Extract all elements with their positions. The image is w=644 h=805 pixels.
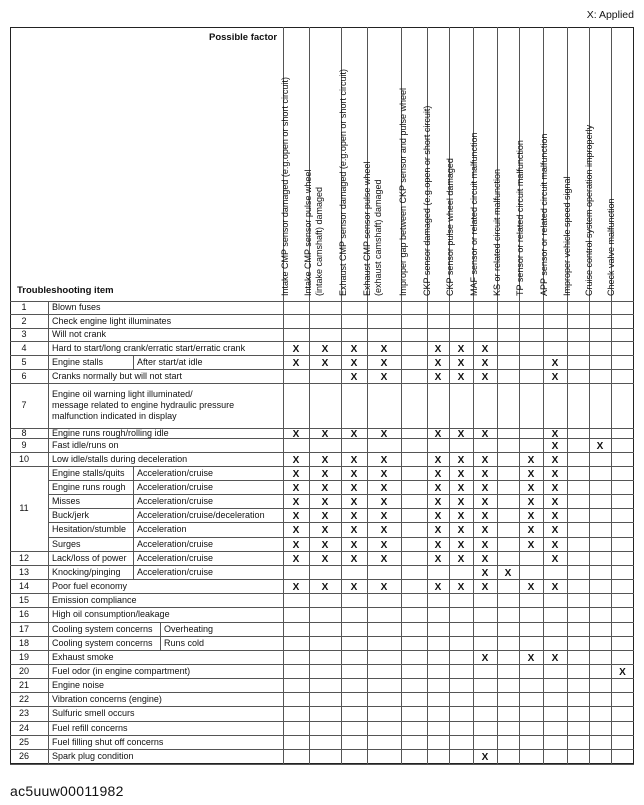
applied-mark: X <box>321 343 329 355</box>
applied-mark: X <box>481 428 489 440</box>
applied-mark: X <box>380 496 388 508</box>
trouble-item: Fast idle/runs on <box>52 439 119 450</box>
row-number: 18 <box>18 637 29 648</box>
row-number: 14 <box>18 580 29 591</box>
trouble-item: Fuel filling shut off concerns <box>52 736 164 747</box>
applied-mark: X <box>527 482 535 494</box>
applied-mark: X <box>551 371 559 383</box>
applied-mark: X <box>350 454 358 466</box>
factor-column-line <box>567 27 568 764</box>
trouble-condition: Acceleration <box>137 524 187 534</box>
applied-mark: X <box>434 482 442 494</box>
trouble-item: Will not crank <box>52 329 107 339</box>
row-divider <box>10 355 634 356</box>
factor-column-line <box>449 27 450 764</box>
row-number: 13 <box>18 566 29 577</box>
applied-mark: X <box>321 468 329 480</box>
row-divider <box>48 522 634 523</box>
applied-mark: X <box>292 525 300 536</box>
applied-mark: X <box>292 468 300 480</box>
applied-mark: X <box>321 553 329 565</box>
applied-mark: X <box>292 482 300 494</box>
applied-mark: X <box>481 652 489 664</box>
factor-label: MAF sensor or related circuit malfunction <box>468 132 479 296</box>
applied-mark: X <box>434 510 442 522</box>
applied-mark: X <box>481 510 489 522</box>
condition-divider <box>133 565 134 579</box>
trouble-item: Blown fuses <box>52 302 101 312</box>
factor-label: Cruise control system operation improperly <box>583 124 594 296</box>
applied-mark: X <box>457 482 465 494</box>
applied-mark: X <box>350 510 358 522</box>
applied-mark: X <box>457 581 465 593</box>
trouble-condition: Runs cold <box>164 637 205 648</box>
row-number: 3 <box>21 329 27 339</box>
row-number: 21 <box>18 679 29 690</box>
row-number: 22 <box>18 693 29 704</box>
factor-label: Intake CMP sensor damaged (e.g.open or short circuit) <box>279 77 290 296</box>
condition-divider <box>133 466 134 480</box>
trouble-condition: Acceleration/cruise <box>137 467 214 478</box>
applied-mark: X <box>350 468 358 480</box>
applied-mark: X <box>434 343 442 355</box>
applied-mark: X <box>457 553 465 565</box>
applied-mark: X <box>321 428 329 440</box>
condition-divider <box>133 537 134 551</box>
applied-mark: X <box>551 428 559 440</box>
applied-mark: X <box>457 343 465 355</box>
trouble-condition: Acceleration/cruise/deceleration <box>137 509 265 520</box>
trouble-item: Sulfuric smell occurs <box>52 708 135 718</box>
trouble-item: Low idle/stalls during deceleration <box>52 453 188 464</box>
trouble-item: Spark plug condition <box>52 751 134 761</box>
applied-mark: X <box>350 581 358 593</box>
condition-divider <box>160 636 161 650</box>
trouble-item: Cooling system concerns <box>52 623 153 634</box>
trouble-item: Engine oil warning light illuminated/ message related to engine hydraulic pressure malfunction indicated in display <box>52 389 235 421</box>
applied-mark: X <box>380 343 388 355</box>
factor-label: (intake camshaft) damaged <box>314 186 324 296</box>
applied-mark: X <box>551 581 559 593</box>
applied-mark: X <box>350 343 358 355</box>
factor-label: Exhaust CMP sensor pulse wheel <box>362 161 372 296</box>
factor-label: Improper gap between CKP sensor and pulse wheel <box>397 88 408 296</box>
trouble-item: Cooling system concerns <box>52 637 153 648</box>
applied-mark: X <box>292 428 300 440</box>
applied-mark: X <box>551 510 559 522</box>
factor-label: CKP sensor damaged (e.g.open or short circuit) <box>421 105 432 296</box>
applied-mark: X <box>457 371 465 383</box>
factor-label: (exhaust camshaft) damaged <box>373 179 383 296</box>
row-number: 24 <box>18 722 29 733</box>
trouble-condition: Overheating <box>164 623 214 634</box>
factor-label: TP sensor or related circuit malfunction <box>514 140 525 296</box>
applied-mark: X <box>380 525 388 536</box>
applied-mark: X <box>434 357 442 369</box>
applied-mark: X <box>321 482 329 494</box>
row-number: 17 <box>18 623 29 634</box>
applied-mark: X <box>434 581 442 593</box>
applied-mark: X <box>434 539 442 551</box>
applied-mark: X <box>619 666 626 678</box>
applied-mark: X <box>380 428 388 440</box>
trouble-item: Engine runs rough/rolling idle <box>52 427 169 438</box>
applied-mark: X <box>350 428 358 440</box>
applied-mark: X <box>380 510 388 522</box>
row-number: 20 <box>18 665 29 676</box>
applied-mark: X <box>527 454 535 466</box>
trouble-item: Misses <box>52 495 81 506</box>
applied-mark: X <box>457 496 465 508</box>
row-number: 4 <box>21 342 27 353</box>
trouble-item: Vibration concerns (engine) <box>52 693 162 704</box>
trouble-item: Engine stalls/quits <box>52 467 125 478</box>
header-divider <box>10 301 634 302</box>
applied-mark: X <box>434 496 442 508</box>
applied-mark: X <box>380 357 388 369</box>
applied-mark: X <box>481 539 489 551</box>
row-number: 6 <box>21 370 27 381</box>
trouble-item: Cranks normally but will not start <box>52 370 183 381</box>
row-number-group-11: 11 <box>19 503 29 513</box>
applied-mark: X <box>551 539 559 551</box>
applied-mark: X <box>481 468 489 480</box>
applied-mark: X <box>481 581 489 593</box>
applied-mark: X <box>434 371 442 383</box>
applied-mark: X <box>457 539 465 551</box>
condition-divider <box>133 480 134 494</box>
figure-id: ac5uuw00011982 <box>10 783 124 799</box>
factor-label: Check valve malfunction <box>606 198 616 296</box>
applied-mark: X <box>527 539 535 551</box>
applied-mark: X <box>551 525 559 536</box>
legend-applied: X: Applied <box>586 9 634 21</box>
applied-mark: X <box>551 357 559 369</box>
row-number: 1 <box>21 302 27 312</box>
row-divider <box>10 383 634 384</box>
row-divider <box>48 494 634 495</box>
trouble-item: Hesitation/stumble <box>52 524 127 534</box>
row-number: 19 <box>18 651 29 662</box>
trouble-item: Fuel refill concerns <box>52 722 128 733</box>
applied-mark: X <box>292 454 300 466</box>
trouble-condition: Acceleration/cruise <box>137 552 214 563</box>
trouble-condition: Acceleration/cruise <box>137 538 214 549</box>
trouble-condition: Acceleration/cruise <box>137 566 214 577</box>
trouble-item: Engine noise <box>52 679 105 690</box>
applied-mark: X <box>380 371 388 383</box>
applied-mark: X <box>481 343 489 355</box>
row-divider <box>10 749 634 750</box>
trouble-item: Surges <box>52 538 81 549</box>
applied-mark: X <box>551 482 559 494</box>
applied-mark: X <box>321 454 329 466</box>
trouble-item: Buck/jerk <box>52 509 90 520</box>
applied-mark: X <box>380 539 388 551</box>
applied-mark: X <box>527 652 535 664</box>
trouble-item: Fuel odor (in engine compartment) <box>52 665 191 676</box>
applied-mark: X <box>457 357 465 369</box>
trouble-item: Engine runs rough <box>52 481 126 492</box>
trouble-condition: Acceleration/cruise <box>137 481 214 492</box>
applied-mark: X <box>527 496 535 508</box>
applied-mark: X <box>504 567 512 579</box>
applied-mark: X <box>321 539 329 551</box>
applied-mark: X <box>321 496 329 508</box>
applied-mark: X <box>380 454 388 466</box>
trouble-item: Check engine light illuminates <box>52 315 172 326</box>
row-number: 9 <box>21 439 27 450</box>
applied-mark: X <box>321 357 329 369</box>
applied-mark: X <box>292 343 300 355</box>
applied-mark: X <box>457 510 465 522</box>
row-divider <box>48 480 634 481</box>
factor-column-line <box>611 27 612 764</box>
trouble-item: Lack/loss of power <box>52 552 127 563</box>
applied-mark: X <box>551 553 559 565</box>
applied-mark: X <box>434 428 442 440</box>
applied-mark: X <box>292 539 300 551</box>
applied-mark: X <box>551 468 559 480</box>
row-divider <box>10 764 634 765</box>
applied-mark: X <box>551 454 559 466</box>
condition-divider <box>160 622 161 636</box>
applied-mark: X <box>350 371 358 383</box>
applied-mark: X <box>481 752 489 763</box>
row-divider <box>10 607 634 608</box>
row-number: 26 <box>18 751 29 761</box>
factor-label: Improper vehicle speed signal <box>561 176 572 296</box>
applied-mark: X <box>457 468 465 480</box>
trouble-condition: Acceleration/cruise <box>137 495 214 506</box>
trouble-condition: After start/at idle <box>137 356 203 367</box>
applied-mark: X <box>292 553 300 565</box>
factor-label: APP sensor or related circuit malfunction <box>538 133 549 296</box>
applied-mark: X <box>380 468 388 480</box>
applied-mark: X <box>350 553 358 565</box>
row-number: 12 <box>18 552 29 563</box>
troubleshooting-item-header: Troubleshooting item <box>17 285 114 296</box>
applied-mark: X <box>457 454 465 466</box>
applied-mark: X <box>481 553 489 565</box>
row-number: 16 <box>18 609 29 619</box>
row-number: 23 <box>18 708 29 718</box>
condition-divider <box>133 551 134 565</box>
row-number: 10 <box>18 453 29 464</box>
applied-mark: X <box>434 468 442 480</box>
factor-column-line <box>309 27 310 764</box>
row-number: 8 <box>21 427 27 438</box>
row-number: 5 <box>21 356 27 367</box>
applied-mark: X <box>350 539 358 551</box>
trouble-item: Engine stalls <box>52 356 104 367</box>
applied-mark: X <box>551 496 559 508</box>
applied-mark: X <box>481 525 489 536</box>
row-number: 2 <box>21 315 27 326</box>
applied-mark: X <box>457 525 465 536</box>
factor-label: Intake CMP sensor pulse wheel <box>303 169 313 296</box>
applied-mark: X <box>434 454 442 466</box>
applied-mark: X <box>481 567 489 579</box>
condition-divider <box>133 508 134 522</box>
condition-divider <box>133 494 134 508</box>
condition-divider <box>133 522 134 537</box>
applied-mark: X <box>527 525 535 536</box>
applied-mark: X <box>527 468 535 480</box>
trouble-item: Exhaust smoke <box>52 651 114 662</box>
applied-mark: X <box>596 440 604 452</box>
trouble-item: High oil consumption/leakage <box>52 609 170 619</box>
factor-column-line <box>367 27 368 764</box>
applied-mark: X <box>481 357 489 369</box>
row-divider <box>48 537 634 538</box>
row-number: 7 <box>21 400 27 410</box>
applied-mark: X <box>350 525 358 536</box>
applied-mark: X <box>434 553 442 565</box>
number-column-line <box>48 301 49 764</box>
factor-label: Exhaust CMP sensor damaged (e.g.open or short circuit) <box>337 69 348 296</box>
row-number: 25 <box>18 736 29 747</box>
applied-mark: X <box>434 525 442 536</box>
trouble-item: Hard to start/long crank/erratic start/erratic crank <box>52 342 246 353</box>
applied-mark: X <box>527 510 535 522</box>
applied-mark: X <box>350 357 358 369</box>
factor-label: KS or related circuit malfunction <box>491 168 502 296</box>
applied-mark: X <box>457 428 465 440</box>
applied-mark: X <box>292 510 300 522</box>
possible-factor-header: Possible factor <box>209 32 278 43</box>
applied-mark: X <box>321 510 329 522</box>
row-number: 15 <box>18 594 29 605</box>
trouble-item: Emission compliance <box>52 594 137 605</box>
applied-mark: X <box>380 553 388 565</box>
applied-mark: X <box>481 371 489 383</box>
applied-mark: X <box>380 482 388 494</box>
applied-mark: X <box>350 482 358 494</box>
applied-mark: X <box>481 454 489 466</box>
applied-mark: X <box>551 440 559 452</box>
applied-mark: X <box>292 496 300 508</box>
trouble-item: Poor fuel economy <box>52 580 128 591</box>
factor-column-line <box>497 27 498 764</box>
condition-divider <box>133 355 134 369</box>
applied-mark: X <box>481 482 489 494</box>
trouble-item: Knocking/pinging <box>52 566 121 577</box>
factor-label: CKP sensor pulse wheel damaged <box>444 158 455 296</box>
applied-mark: X <box>481 496 489 508</box>
applied-mark: X <box>321 581 329 593</box>
applied-mark: X <box>527 581 535 593</box>
applied-mark: X <box>292 581 300 593</box>
factor-column-line <box>519 27 520 764</box>
applied-mark: X <box>350 496 358 508</box>
row-divider <box>10 706 634 707</box>
applied-mark: X <box>292 357 300 369</box>
applied-mark: X <box>551 652 559 664</box>
applied-mark: X <box>380 581 388 593</box>
row-divider <box>48 508 634 509</box>
applied-mark: X <box>321 525 329 536</box>
